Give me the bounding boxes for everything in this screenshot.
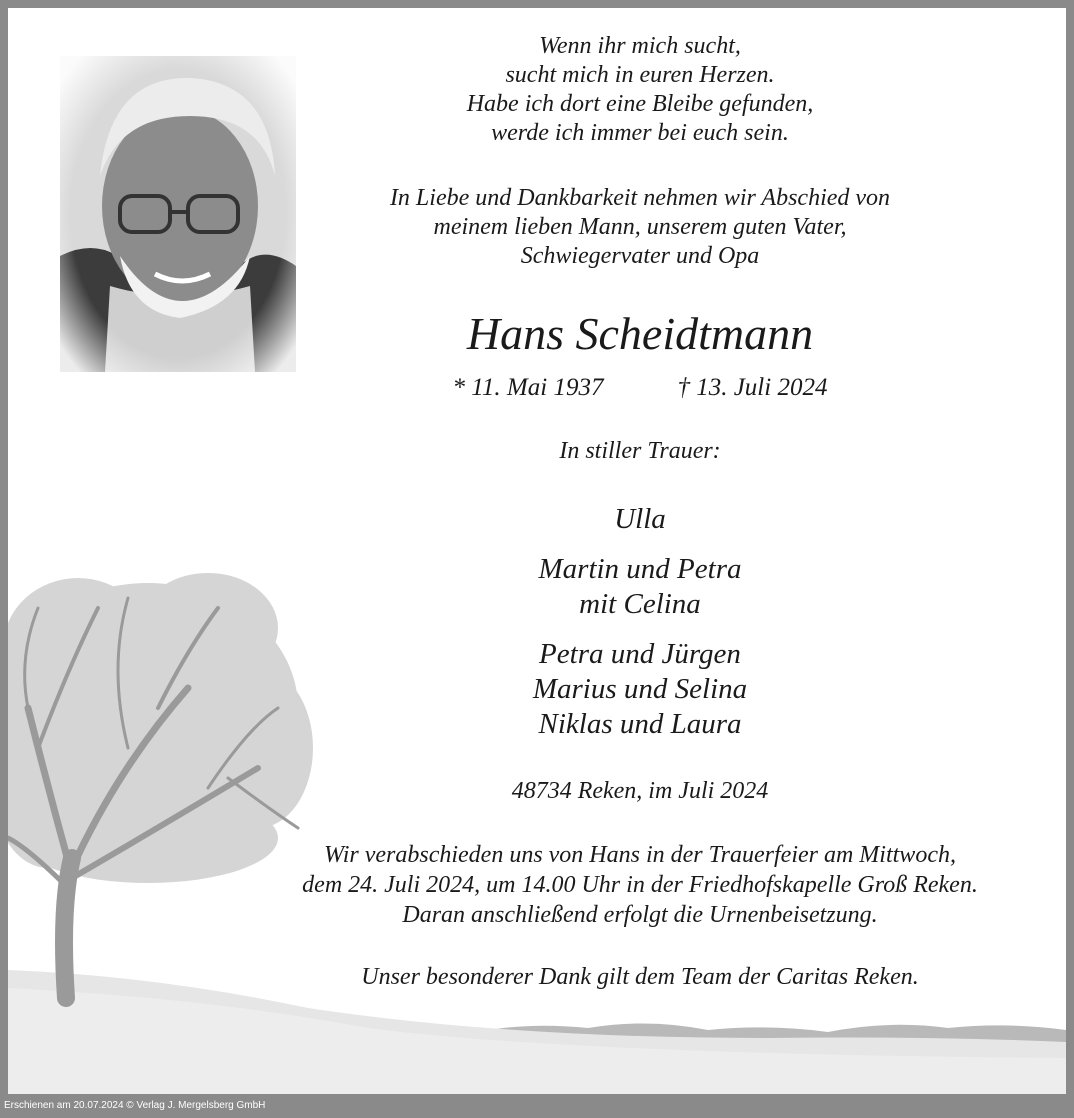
birth-date: * 11. Mai 1937	[452, 374, 604, 401]
ceremony-info	[240, 840, 1040, 930]
family-group	[240, 502, 1040, 537]
family-member: Niklas und Laura	[538, 708, 742, 740]
poem-line: Habe ich dort eine Bleibe gefunden,	[466, 91, 814, 117]
farewell-line: Schwiegervater und Opa	[520, 243, 760, 269]
memorial-poem	[240, 32, 1040, 148]
obituary-notice	[8, 8, 1066, 1094]
family-list	[240, 502, 1040, 757]
family-member: Marius und Selina	[532, 673, 748, 705]
ceremony-line: Daran anschließend erfolgt die Urnenbeisetzung.	[402, 902, 878, 928]
family-member: Petra und Jürgen	[539, 638, 741, 670]
family-group	[240, 637, 1040, 742]
poem-line: sucht mich in euren Herzen.	[505, 62, 775, 88]
ceremony-line: Wir verabschieden uns von Hans in der Trauerfeier am Mittwoch,	[324, 842, 956, 868]
deceased-name: Hans Scheidtmann	[466, 308, 814, 359]
mourning-label: In stiller Trauer:	[559, 438, 721, 464]
thanks-note: Unser besonderer Dank gilt dem Team der Caritas Reken.	[361, 964, 919, 990]
place-and-date: 48734 Reken, im Juli 2024	[511, 778, 769, 804]
poem-line: Wenn ihr mich sucht,	[539, 33, 741, 59]
farewell-text	[240, 184, 1040, 271]
family-group	[240, 552, 1040, 622]
family-member: mit Celina	[579, 588, 701, 620]
family-member: Martin und Petra	[538, 553, 742, 585]
family-member: Ulla	[614, 503, 666, 535]
publication-footer: Erschienen am 20.07.2024 © Verlag J. Mergelsberg GmbH	[4, 1100, 266, 1111]
life-dates	[240, 372, 1040, 404]
death-date: † 13. Juli 2024	[677, 374, 828, 401]
farewell-line: meinem lieben Mann, unserem guten Vater,	[433, 214, 847, 240]
poem-line: werde ich immer bei euch sein.	[491, 120, 789, 146]
farewell-line: In Liebe und Dankbarkeit nehmen wir Abschied von	[389, 185, 891, 211]
ceremony-line: dem 24. Juli 2024, um 14.00 Uhr in der Friedhofskapelle Groß Reken.	[302, 872, 978, 898]
